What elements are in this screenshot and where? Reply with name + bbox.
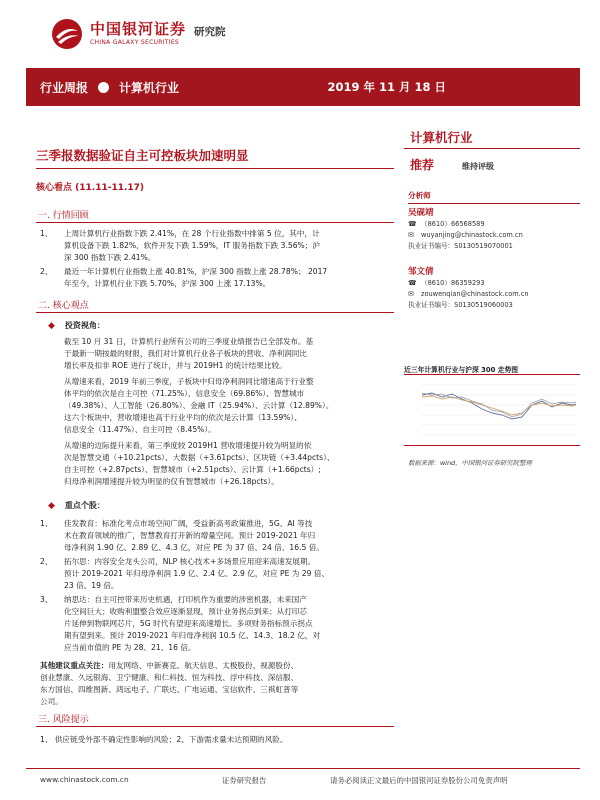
trend-chart-figure xyxy=(404,375,580,445)
text-line: 拓尔思：内容安全龙头公司，NLP 核心技术+多场景应用迎来高速发展期。 xyxy=(64,557,316,566)
text-line: 从增速的边际提升来看，第三季度较 2019H1 营收增速提升较为明显的依 xyxy=(64,441,312,450)
report-type: 行业周报 xyxy=(40,80,89,95)
email-link[interactable]: wuyanjing@chinastock.com.cn xyxy=(421,231,523,239)
text-line: 增长率及扣非 ROE 进行了统计，并与 2019H1 的统计结果比较。 xyxy=(64,361,287,370)
analyst-email[interactable] xyxy=(408,230,580,241)
analyst-email[interactable] xyxy=(408,289,580,300)
institute-label: 研究院 xyxy=(194,25,226,38)
text-line: 这六个板块中，营收增速也高于行业平均的依次是云计算（13.59%）、 xyxy=(64,413,302,422)
text-line: （49.38%）、人工智能（26.80%）、金融 IT（25.94%）、云计算（12.89%）。 xyxy=(64,401,334,410)
analyst-divider xyxy=(408,203,580,204)
text-line: 纳思达：自主可控带来历史机遇，打印机作为重要的涉密机器，未来国产 xyxy=(64,595,307,604)
text-line: 信息安全（11.47%）、自主可控（8.45%）。 xyxy=(64,425,216,434)
text-line: 从增速来看，2019 年前三季度，子板块中归母净利润同比增速高于行业整 xyxy=(64,377,314,386)
focus-item-3 xyxy=(64,594,394,654)
text-line: 上周计算机行业指数下跌 2.41%，在 28 个行业指数中排第 5 位，其中，计 xyxy=(64,229,320,238)
bullet-icon: ◆ xyxy=(48,320,55,331)
text-line: 术在教育领域的推广，智慧教育打开新的增量空间。预计 2019-2021 年归 xyxy=(64,531,316,540)
text-line: 化空间巨大；收购利盟整合效应逐渐显现，预计业务拐点到来；从打印芯 xyxy=(64,607,307,616)
invest-paragraph-3 xyxy=(64,440,394,488)
invest-heading xyxy=(48,320,105,331)
text-line: 佳发教育：标准化考点市场空间广阔，受益新高考政策推进，5G、AI 等技 xyxy=(64,519,313,528)
footer-center: 证券研究报告 xyxy=(222,776,267,785)
text-line: 于最新一期按最的财报，我们对计算机行业各子板块的营收、净利润同比 xyxy=(64,349,307,358)
analyst-phone xyxy=(408,219,580,230)
banner-industry: 计算机行业 xyxy=(119,80,180,95)
text-line: 东方国信、四维图新、鸿远电子、广联达、广电运通、宝信软件、三祺虹普等 xyxy=(40,685,299,694)
analyst-cert xyxy=(408,241,580,252)
invest-heading-label: 投资视角： xyxy=(64,321,105,330)
item-number: 1、 xyxy=(40,519,53,528)
item-number: 2、 xyxy=(40,557,53,566)
rating-note: 维持评级 xyxy=(462,162,495,171)
analyst-name: 吴砚靖 xyxy=(408,208,434,218)
section-risk: 三. 风险提示 xyxy=(38,715,89,725)
other-stocks xyxy=(40,660,394,708)
section-divider xyxy=(36,726,394,727)
text-line: 其他建议重点关注：用友网络、中新赛克、航天信息、太极股份、视源股份、 xyxy=(40,661,299,670)
footer-divider xyxy=(26,768,580,769)
text-line: 截至 10 月 31 日，计算机行业所有公司的三季度业绩报告已全部发布。基 xyxy=(64,337,314,346)
text-line: 预计 2019-2021 年归母净利润 1.9 亿、2.4 亿、2.9 亿，对应 PE 为 29 倍、 xyxy=(64,569,330,578)
text-line: 次是智慧交通（+10.21pcts）、大数据（+3.61pcts）、区块链（+3.44pcts）、 xyxy=(64,453,335,462)
logo-chinese-name: 中国银河证券 xyxy=(90,20,187,38)
banner-dot-icon xyxy=(98,82,109,93)
core-heading: 核心看点 (11.11-11.17) xyxy=(36,183,145,193)
side-divider xyxy=(404,148,580,149)
cert-label: 执业证书编号： xyxy=(408,301,455,309)
text-line: 期有望到来。预计 2019-2021 年归母净利润 10.5 亿、14.3、18.2 亿，对 xyxy=(64,631,321,640)
item-number: 2、 xyxy=(40,267,53,276)
text-line: 23 倍、19 倍。 xyxy=(64,581,119,590)
text-line: 最近一年计算机行业指数上涨 40.81%，沪深 300 指数上涨 28.78%； 2017 xyxy=(64,267,328,276)
brand-logo xyxy=(50,16,226,52)
text-line: 应当前市值的 PE 为 28、21、16 倍。 xyxy=(64,643,196,652)
analyst-label: 分析师 xyxy=(408,191,431,200)
text-line: 体平均的依次是自主可控（71.25%）、信息安全（69.86%）、智慧城市 xyxy=(64,389,305,398)
phone-text: （8610）66568589 xyxy=(421,220,485,228)
text-line: 自主可控（+2.87pcts）、智慧城市（+2.51pcts）、云计算（+1.66pcts）; xyxy=(64,465,321,474)
footer-website[interactable]: www.chinastock.com.cn xyxy=(40,775,129,784)
focus-item-2 xyxy=(64,556,394,592)
text-line: 创业慧康、久远银海、卫宁健康、和仁科技、恒为科技、浮中科技、深信服、 xyxy=(40,673,299,682)
section-core-view: 二. 核心观点 xyxy=(38,301,89,311)
side-industry: 计算机行业 xyxy=(410,130,473,145)
invest-paragraph-1 xyxy=(64,336,394,372)
analyst-cert xyxy=(408,300,580,311)
report-title: 三季报数据验证自主可控板块加速明显 xyxy=(36,148,249,163)
rating xyxy=(410,156,494,173)
other-stocks-label: 其他建议重点关注： xyxy=(40,661,109,670)
title-divider xyxy=(36,168,394,169)
item-number: 1、 xyxy=(40,229,53,238)
mail-icon: ✉ xyxy=(408,290,414,298)
logo-english-name: CHINA GALAXY SECURITIES xyxy=(90,39,180,46)
section-divider xyxy=(36,312,394,313)
report-date: 2019 年 11 月 18 日 xyxy=(327,80,446,94)
focus-item-1 xyxy=(64,518,394,554)
risk-text: 1、 供应链受外部不确定性影响的风险；2、下游需求量未达预期的风险。 xyxy=(40,735,288,744)
section-divider xyxy=(36,222,394,223)
report-banner xyxy=(26,68,580,106)
text-line: 深 300 指数下跌 2.41%。 xyxy=(64,253,156,262)
text-line: 算机设备下跌 1.82%，软件开发下跌 1.59%，IT 服务指数下跌 3.56%；沪 xyxy=(64,241,320,250)
phone-text: （8610）86359293 xyxy=(421,279,485,287)
analyst-phone xyxy=(408,278,580,289)
rating-value: 推荐 xyxy=(410,158,435,172)
cert-label: 执业证书编号： xyxy=(408,242,455,250)
market-item-2 xyxy=(64,266,394,290)
cert-number: S0130519070001 xyxy=(454,242,513,250)
footer-disclaimer: 请务必阅读正文最后的中国银河证券股份公司免责声明 xyxy=(330,776,508,785)
cert-number: S0130519060003 xyxy=(454,301,513,309)
text-line: 片延伸到物联网芯片，5G 时代有望迎来高速增长。多项财务指标预示拐点 xyxy=(64,619,313,628)
trend-chart xyxy=(404,374,580,446)
chart-source: 数据来源：wind，中国银河证券研究院整理 xyxy=(408,459,532,467)
focus-heading-label: 重点个股： xyxy=(64,501,105,510)
section-market-review: 一. 行情回顾 xyxy=(38,211,89,221)
text-line: 母净利润 1.90 亿、2.89 亿、4.3 亿，对应 PE 为 37 倍、24 倍、16.5 倍。 xyxy=(64,543,324,552)
analyst-panel xyxy=(408,190,580,311)
market-item-1 xyxy=(64,228,394,264)
analyst-name: 邹文倩 xyxy=(408,267,434,277)
focus-heading xyxy=(48,500,105,511)
invest-paragraph-2 xyxy=(64,376,394,436)
phone-icon: ☎ xyxy=(408,220,417,228)
text-line: 公司。 xyxy=(40,697,63,706)
chart-title: 近三年计算机行业与沪深 300 走势图 xyxy=(404,366,519,374)
text-line: 归母净利润增速提升较为明显的仅有智慧城市（+26.18pcts）。 xyxy=(64,477,279,486)
bullet-icon: ◆ xyxy=(48,500,55,511)
text-line: 年至今，计算机行业下跌 5.70%，沪深 300 上涨 17.13%。 xyxy=(64,279,271,288)
email-link[interactable]: zouwenqian@chinastock.com.cn xyxy=(421,290,529,298)
galaxy-logo-icon xyxy=(50,17,84,51)
phone-icon: ☎ xyxy=(408,279,417,287)
item-number: 3、 xyxy=(40,595,53,604)
mail-icon: ✉ xyxy=(408,231,414,239)
